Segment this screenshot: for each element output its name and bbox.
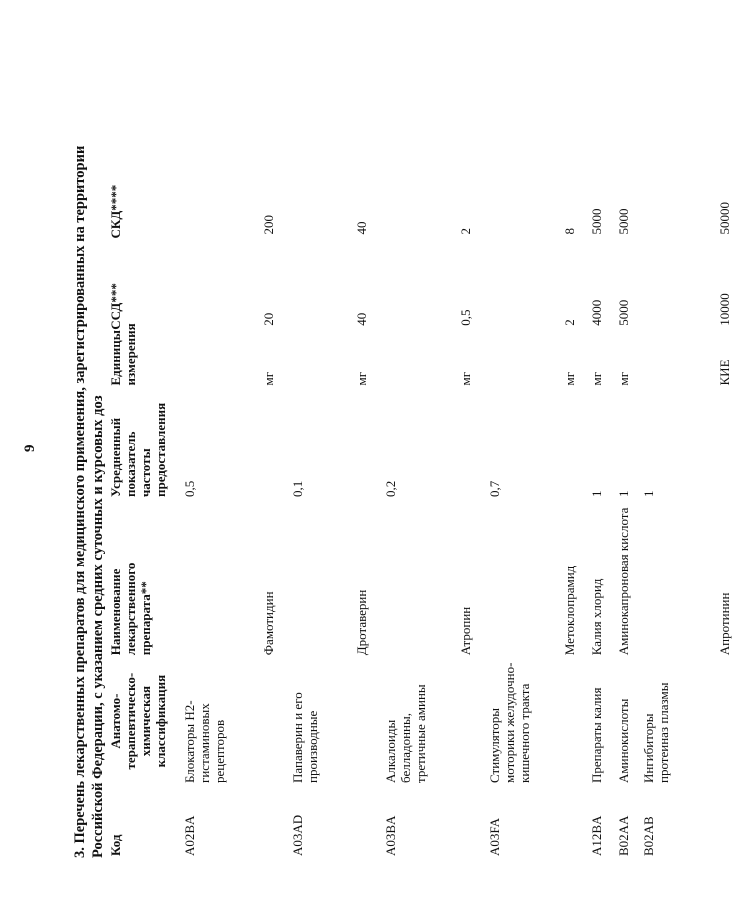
cell-code [671, 785, 732, 858]
cell-name: Калия хлорид [589, 578, 604, 656]
header-units: Единицы измерения [108, 323, 138, 386]
cell-code: B02AA [616, 815, 631, 856]
cell-name [276, 499, 320, 657]
cell-frequency [227, 387, 276, 499]
cell-units [168, 332, 227, 388]
cell-frequency: 1 [616, 490, 631, 498]
table-row [168, 68, 227, 858]
cell-atc [532, 657, 577, 785]
page-number: 9 [22, 444, 38, 452]
header-ckd: СКД**** [108, 184, 123, 239]
cell-code: A03FA [487, 817, 502, 856]
cell-name: Фамотидин [261, 591, 276, 656]
table-row [227, 68, 276, 858]
section-title-line-2: Российской Федерации, с указанием средних суточных и курсовых доз [90, 395, 106, 858]
cell-atc: Стимуляторы моторики желудочно-кишечного тракта [487, 662, 532, 783]
cell-frequency: 1 [589, 490, 604, 498]
cell-sdd: 5000 [616, 299, 631, 326]
cell-code: A03BA [383, 815, 398, 856]
cell-ckd: 2 [458, 227, 473, 235]
drug-table [108, 68, 732, 858]
cell-frequency [671, 387, 732, 499]
cell-atc [671, 657, 732, 785]
cell-sdd [631, 240, 671, 331]
cell-name [369, 499, 428, 657]
cell-sdd: 2 [562, 319, 577, 326]
table-header-row [108, 68, 168, 858]
cell-sdd [168, 240, 227, 331]
cell-units: мг [261, 371, 276, 386]
cell-sdd: 0,5 [458, 309, 473, 326]
cell-ckd: 5000 [616, 208, 631, 235]
cell-ckd [168, 68, 227, 240]
cell-name [168, 499, 227, 657]
cell-name: Дротаверин [354, 589, 369, 656]
cell-atc: Блокаторы Н2-гистаминовых рецепторов [182, 700, 227, 783]
cell-code [532, 785, 577, 858]
cell-code: A02BA [182, 815, 197, 856]
cell-atc: Препараты калия [589, 687, 604, 783]
table-row [276, 68, 320, 858]
cell-name: Аминокапроновая кислота [616, 507, 631, 656]
cell-ckd [276, 68, 320, 240]
cell-atc: Алкалоиды белладонны, третичные амины [383, 684, 428, 783]
cell-code: B02AB [641, 816, 656, 856]
table-row [428, 68, 473, 858]
cell-name: Метоклопрамид [562, 565, 577, 656]
cell-name [473, 499, 532, 657]
header-name: Наименование лекарственного препарата** [108, 562, 153, 656]
table-row [473, 68, 532, 858]
cell-frequency: 0,7 [487, 480, 502, 498]
header-code: Код [108, 834, 123, 856]
table-row [604, 68, 631, 858]
header-atc: Анатомо-терапевтическо-химическая классификация [108, 672, 168, 770]
cell-sdd: 10000 [717, 293, 732, 326]
cell-frequency: 0,2 [383, 480, 398, 498]
cell-sdd [473, 240, 532, 331]
cell-units [631, 332, 671, 388]
cell-code: A03AD [290, 814, 305, 856]
cell-frequency [428, 387, 473, 499]
cell-units: КИЕ [717, 359, 732, 386]
cell-units [473, 332, 532, 388]
section-title-line-1: 3. Перечень лекарственных препаратов для медицинского применения, зарегистрированных на территории [72, 145, 88, 858]
cell-sdd [276, 240, 320, 331]
cell-code: A12BA [589, 815, 604, 856]
cell-name: Апротинин [717, 592, 732, 656]
cell-ckd [369, 68, 428, 240]
cell-ckd [631, 68, 671, 240]
table-body [168, 68, 732, 858]
cell-ckd: 40 [354, 221, 369, 235]
cell-units [369, 332, 428, 388]
cell-ckd [473, 68, 532, 240]
cell-atc: Аминокислоты [616, 698, 631, 783]
cell-frequency: 0,1 [290, 480, 305, 498]
cell-atc [428, 657, 473, 785]
cell-frequency: 0,5 [182, 480, 197, 498]
cell-sdd [369, 240, 428, 331]
cell-ckd: 8 [562, 227, 577, 235]
header-sdd: ССД*** [108, 283, 123, 330]
cell-units [276, 332, 320, 388]
cell-name: Атропин [458, 606, 473, 656]
cell-code [428, 785, 473, 858]
cell-units: мг [616, 371, 631, 386]
cell-units: мг [589, 371, 604, 386]
cell-atc [227, 657, 276, 785]
rotated-page-content [72, 68, 732, 858]
cell-units: мг [458, 371, 473, 386]
table-row [369, 68, 428, 858]
cell-ckd: 50000 [717, 201, 732, 235]
header-frequency: Усредненный показатель частоты предоставления [108, 402, 168, 498]
cell-sdd: 20 [261, 312, 276, 326]
cell-units: мг [354, 371, 369, 386]
cell-frequency: 1 [641, 490, 656, 498]
cell-code [320, 785, 369, 858]
table-row [320, 68, 369, 858]
table-row [631, 68, 671, 858]
cell-atc: Папаверин и его производные [290, 692, 320, 783]
cell-frequency [320, 387, 369, 499]
cell-sdd: 40 [354, 312, 369, 326]
cell-ckd: 5000 [589, 208, 604, 235]
table-row [532, 68, 577, 858]
cell-code [227, 785, 276, 858]
table-row [671, 68, 732, 858]
cell-name [631, 499, 671, 657]
cell-ckd: 200 [261, 214, 276, 235]
table-row [577, 68, 604, 858]
cell-atc: Ингибиторы протеиназ плазмы [641, 682, 671, 783]
cell-atc [320, 657, 369, 785]
cell-frequency [532, 387, 577, 499]
cell-sdd: 4000 [589, 299, 604, 326]
cell-units: мг [562, 371, 577, 386]
